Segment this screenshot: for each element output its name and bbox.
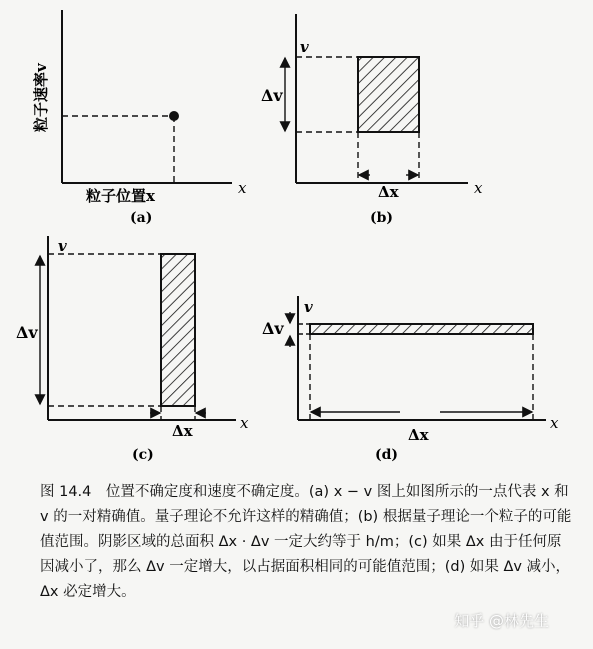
c-dx-label: Δx: [172, 422, 193, 440]
a-point: [169, 111, 179, 121]
a-x-axis-label: x: [238, 179, 247, 197]
a-xlabel-inner: 粒子位置x: [86, 187, 155, 205]
b-region: [358, 57, 419, 132]
caption-text: 图 14.4 位置不确定度和速度不确定度。(a) x − v 图上如图所示的一点代表 x 和 v 的一对精确值。量子理论不允许这样的精确值；(b) 根据量子理论一个粒子的可能值范围。阴影区域的总面积 Δx · Δv 一定大约等于 h/m；(c) 如果 Δx 由于任何原因减小了，那么 Δv 一定增大，以占据面积相同的可能值范围；(d) 如果 Δv 减小，Δx 必定增大。: [40, 484, 572, 600]
c-panel-label: (c): [132, 447, 154, 463]
b-dv-label: Δv: [261, 86, 283, 105]
b-dx-label: Δx: [378, 183, 399, 201]
panel-d: [262, 296, 559, 463]
d-dv-label: Δv: [262, 319, 284, 338]
d-panel-label: (d): [375, 447, 399, 463]
figure-caption: [40, 480, 572, 605]
c-v-label: v: [58, 237, 67, 255]
a-ylabel: 粒子速率v: [32, 63, 50, 132]
d-region: [310, 324, 533, 334]
d-dx-label: Δx: [408, 426, 429, 444]
panel-a: [32, 10, 247, 226]
panel-b: [261, 14, 483, 226]
c-x-axis-label: x: [240, 414, 249, 432]
c-region: [161, 254, 195, 406]
b-v-label: v: [300, 38, 309, 56]
c-dv-label: Δv: [16, 323, 38, 342]
d-v-label: v: [304, 298, 313, 316]
d-x-axis-label: x: [550, 414, 559, 432]
b-x-axis-label: x: [474, 179, 483, 197]
a-panel-label: (a): [130, 210, 153, 226]
watermark: 知乎 @林先生: [454, 612, 549, 630]
b-panel-label: (b): [370, 210, 394, 226]
panel-c: [16, 236, 249, 463]
